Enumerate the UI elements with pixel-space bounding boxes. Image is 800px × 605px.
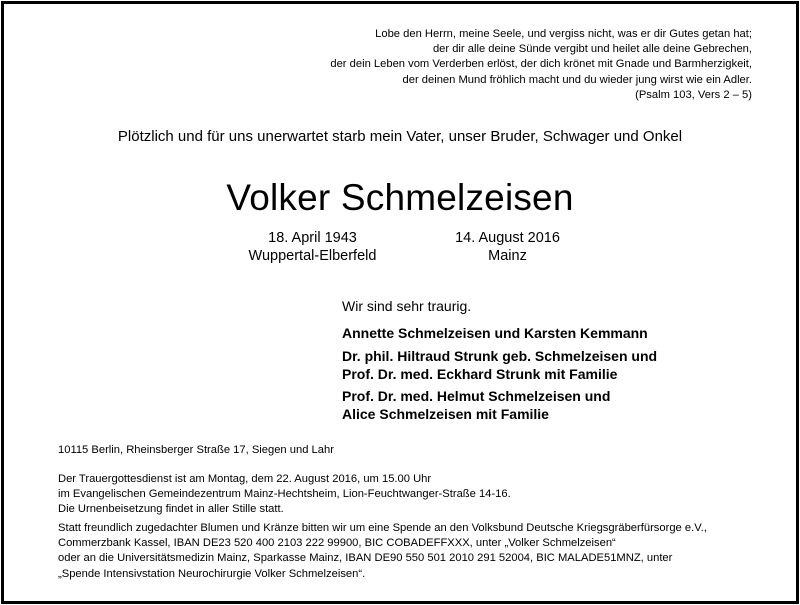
service-info — [58, 472, 511, 518]
service-line: Der Trauergottesdienst ist am Montag, dem 22. August 2016, um 15.00 Uhr — [58, 473, 432, 485]
psalm-line: der dir alle deine Sünde vergibt und heilet alle deine Gebrechen, — [432, 43, 752, 56]
psalm-line: Lobe den Herrn, meine Seele, und vergiss nicht, was er dir Gutes getan hat; — [375, 28, 752, 40]
deceased-name: Volker Schmelzeisen — [226, 177, 574, 218]
mourners-lead: Wir sind sehr traurig. — [342, 298, 472, 314]
mourner-line: Dr. phil. Hiltraud Strunk geb. Schmelzeisen und — [342, 348, 658, 364]
psalm-quote — [152, 27, 752, 103]
mourner-line: Prof. Dr. med. Eckhard Strunk mit Familie — [342, 366, 618, 382]
intro-text: Plötzlich und für uns unerwartet starb mein Vater, unser Bruder, Schwager und Onkel — [117, 128, 683, 145]
psalm-reference: (Psalm 103, Vers 2 – 5) — [635, 88, 752, 101]
death-place: Mainz — [488, 248, 527, 264]
address-line: 10115 Berlin, Rheinsberger Straße 17, Siegen und Lahr — [58, 444, 334, 456]
service-line: im Evangelischen Gemeindezentrum Mainz-Hechtsheim, Lion-Feuchtwanger-Straße 14-16. — [58, 488, 511, 501]
birth-info — [230, 229, 395, 265]
mourner-group — [342, 387, 657, 423]
service-line: Die Urnenbeisetzung findet in aller Stille statt. — [58, 503, 284, 516]
mourner-group — [342, 347, 657, 383]
psalm-line: der deinen Mund fröhlich macht und du wieder jung wirst wie ein Adler. — [402, 73, 752, 86]
mourners-block — [342, 297, 657, 423]
mourner-line: Prof. Dr. med. Helmut Schmelzeisen und — [342, 388, 611, 404]
donation-line: „Spende Intensivstation Neurochirurgie Volker Schmelzeisen“. — [58, 567, 366, 580]
death-date: 14. August 2016 — [455, 230, 560, 246]
birth-date: 18. April 1943 — [268, 230, 357, 246]
mourner-line: Annette Schmelzeisen und Karsten Kemmann — [342, 325, 648, 341]
donation-line: Statt freundlich zugedachter Blumen und Kränze bitten wir um eine Spende an den Volksbund Deutsche Kriegsgräberfürsorge e.V., — [58, 522, 707, 534]
birth-place: Wuppertal-Elberfeld — [248, 248, 377, 264]
donation-line: oder an die Universitätsmedizin Mainz, Sparkasse Mainz, IBAN DE90 550 501 2010 291 52004, BIC MALADE51MNZ, unter — [58, 552, 673, 565]
donation-line: Commerzbank Kassel, IBAN DE23 520 400 2103 222 99900, BIC COBADEFFXXX, unter „Volker Schmelzeisen“ — [58, 537, 616, 550]
mourner-line: Alice Schmelzeisen mit Familie — [342, 406, 549, 422]
death-info — [425, 229, 590, 265]
psalm-line: der dein Leben vom Verderben erlöst, der dich krönet mit Gnade und Barmherzigkeit, — [330, 58, 752, 71]
donation-info — [58, 521, 707, 582]
mourner-group — [342, 324, 657, 342]
